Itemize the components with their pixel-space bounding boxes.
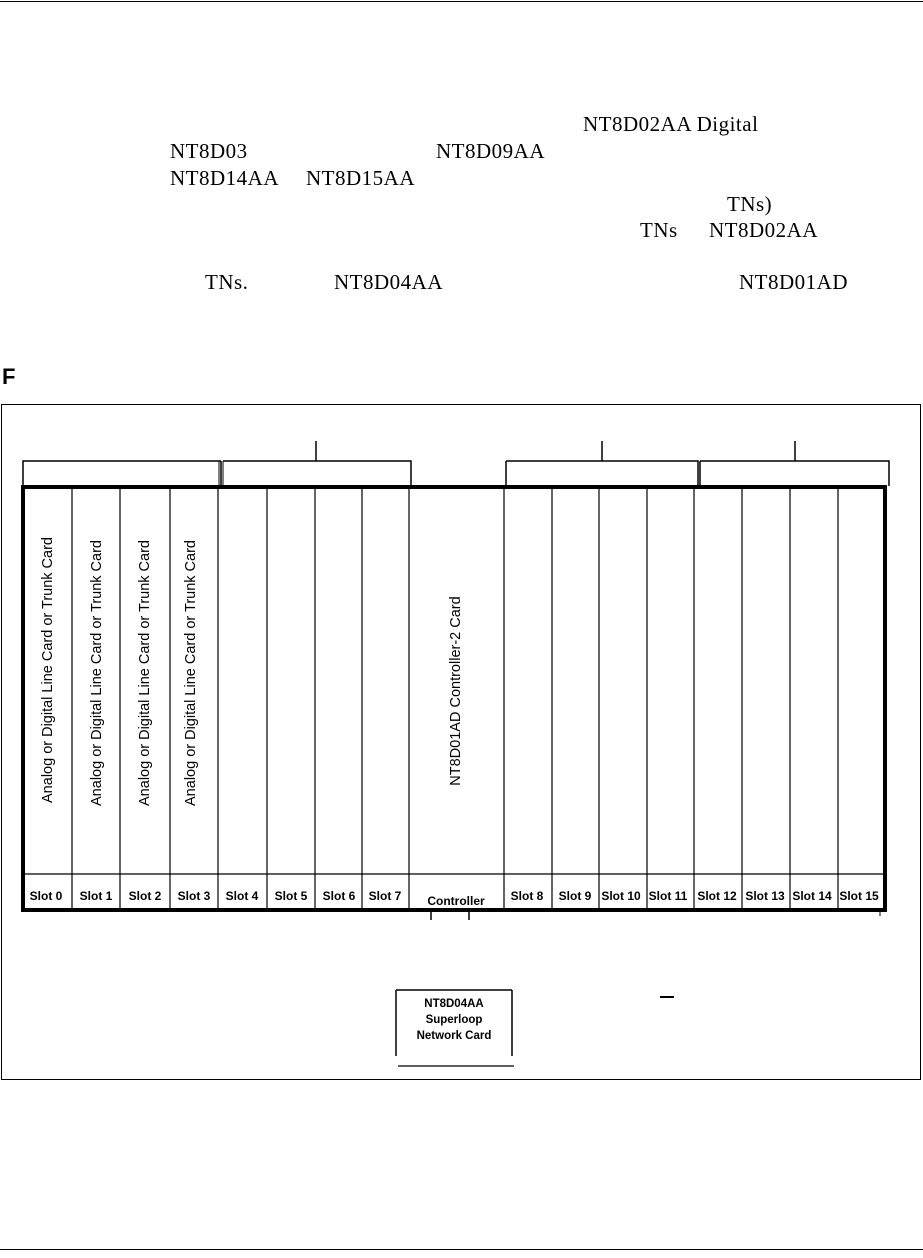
slot-label: Slot 5: [274, 889, 308, 903]
slot-label-controller: Controller: [427, 894, 485, 908]
slot-label: Slot 3: [177, 889, 211, 903]
slot-label: Slot 11: [648, 889, 688, 903]
network-card-type: Network Card: [416, 1030, 492, 1042]
card-label-slot-2: Analog or Digital Line Card or Trunk Card: [137, 540, 153, 806]
paragraph-fragment: TNs): [727, 192, 773, 216]
slot-label: Slot 0: [29, 889, 63, 903]
network-card-name: Superloop: [425, 1014, 483, 1026]
paragraph-fragment: NT8D15AA: [306, 166, 415, 190]
paragraph-fragment: NT8D03: [170, 139, 248, 163]
slot-label: Slot 7: [368, 889, 402, 903]
slot-label: Slot 4: [225, 889, 259, 903]
slot-label: Slot 6: [322, 889, 356, 903]
slot-label: Slot 15: [839, 889, 879, 903]
paragraph-fragment: TNs.: [205, 270, 249, 294]
card-label-slot-1: Analog or Digital Line Card or Trunk Card: [89, 540, 105, 806]
slot-label: Slot 13: [745, 889, 785, 903]
card-label-slot-0: Analog or Digital Line Card or Trunk Card: [40, 537, 56, 803]
paragraph-fragment: NT8D01AD: [739, 270, 848, 294]
network-card-model: NT8D04AA: [424, 998, 484, 1010]
paragraph-fragment: NT8D04AA: [334, 270, 443, 294]
slot-label: Slot 14: [792, 889, 832, 903]
slot-label: Slot 12: [697, 889, 737, 903]
slot-label: Slot 10: [601, 889, 641, 903]
card-label-slot-3: Analog or Digital Line Card or Trunk Card: [183, 540, 199, 806]
slot-label: Slot 1: [79, 889, 113, 903]
bottom-rule: [0, 1249, 923, 1250]
slot-label: Slot 9: [558, 889, 592, 903]
paragraph-fragment: TNs: [640, 218, 678, 242]
slot-label: Slot 2: [128, 889, 162, 903]
paragraph-fragment: NT8D02AA Digital: [583, 112, 759, 136]
slot-label: Slot 8: [510, 889, 544, 903]
network-card: [394, 989, 514, 1057]
paragraph-fragment: NT8D02AA: [709, 218, 818, 242]
paragraph-fragment: NT8D09AA: [436, 139, 545, 163]
paragraph-fragment: NT8D14AA: [170, 166, 279, 190]
controller-card-label: NT8D01AD Controller-2 Card: [448, 596, 464, 786]
stray-mark: [660, 996, 674, 998]
figure-label: F: [2, 364, 16, 389]
